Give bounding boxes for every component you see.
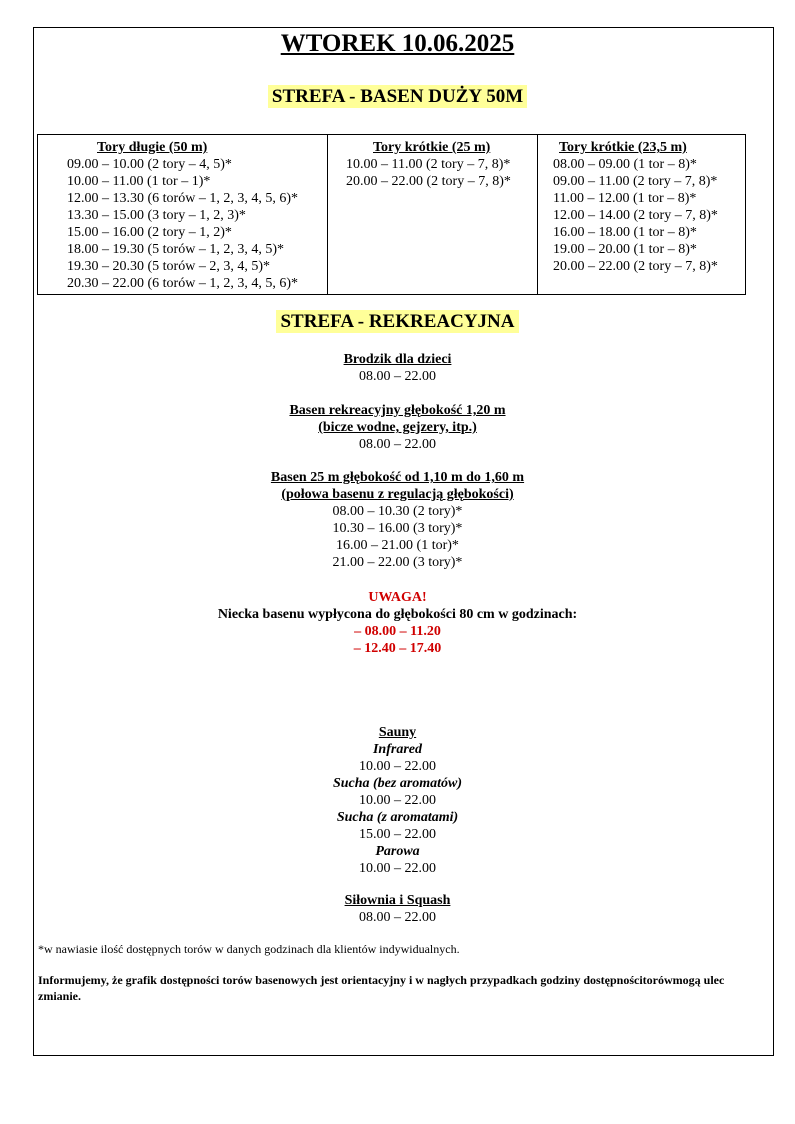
rec-pool-heading: Basen rekreacyjny głębokość 1,20 m bbox=[289, 403, 506, 418]
list-item: 13.30 – 15.00 (3 tory – 1, 2, 3)* bbox=[67, 208, 246, 223]
list-item: 12.00 – 14.00 (2 tory – 7, 8)* bbox=[553, 208, 718, 223]
sauna-hours: 10.00 – 22.00 bbox=[359, 793, 436, 808]
list-item: 19.00 – 20.00 (1 tor – 8)* bbox=[553, 242, 697, 257]
rec-pool-section bbox=[0, 402, 795, 453]
sauna-hours: 10.00 – 22.00 bbox=[359, 861, 436, 876]
rec-pool-subheading: (bicze wodne, gejzery, itp.) bbox=[318, 420, 477, 435]
footnote: *w nawiasie ilość dostępnych torów w danych godzinach dla klientów indywidualnych. bbox=[38, 942, 460, 956]
sauna-name: Sucha (bez aromatów) bbox=[332, 776, 463, 791]
sauna-name: Parowa bbox=[375, 844, 420, 859]
gym-section bbox=[0, 892, 795, 926]
pool25-heading: Basen 25 m głębokość od 1,10 m do 1,60 m bbox=[270, 470, 525, 485]
page-title: WTOREK 10.06.2025 bbox=[280, 30, 515, 57]
list-item: 09.00 – 11.00 (2 tory – 7, 8)* bbox=[553, 174, 718, 189]
list-item: 20.30 – 22.00 (6 torów – 1, 2, 3, 4, 5, 6)* bbox=[67, 276, 298, 291]
list-item: 10.00 – 11.00 (1 tor – 1)* bbox=[67, 174, 211, 189]
short25-lanes-list bbox=[328, 156, 537, 190]
notice-text: Niecka basenu wypłycona do głębokości 80 cm w godzinach: bbox=[217, 607, 578, 622]
info-note: Informujemy, że grafik dostępności torów basenowych jest orientacyjny i w nagłych przypadkach godziny dostępnościtorówmogą ulec zmianie. bbox=[38, 973, 725, 1003]
zone-big-pool-heading: STREFA - BASEN DUŻY 50M bbox=[0, 86, 795, 108]
sauna-hours: 10.00 – 22.00 bbox=[359, 759, 436, 774]
saunas-section bbox=[0, 724, 795, 877]
sauna-name: Sucha (z aromatami) bbox=[336, 810, 459, 825]
gym-heading: Siłownia i Squash bbox=[344, 893, 451, 908]
long-lanes-list bbox=[38, 156, 327, 292]
list-item: 16.00 – 21.00 (1 tor)* bbox=[336, 538, 459, 553]
notice-label: UWAGA! bbox=[368, 590, 427, 605]
sauna-hours: 15.00 – 22.00 bbox=[359, 827, 436, 842]
zone-recreation-heading: STREFA - REKREACYJNA bbox=[0, 311, 795, 333]
notice-range: – 12.40 – 17.40 bbox=[353, 641, 442, 656]
list-item: 10.00 – 11.00 (2 tory – 7, 8)* bbox=[346, 157, 511, 172]
list-item: 19.30 – 20.30 (5 torów – 2, 3, 4, 5)* bbox=[67, 259, 270, 274]
list-item: 08.00 – 09.00 (1 tor – 8)* bbox=[553, 157, 697, 172]
rec-pool-hours: 08.00 – 22.00 bbox=[359, 437, 436, 452]
kids-pool-heading: Brodzik dla dzieci bbox=[343, 352, 452, 367]
short25-lanes-cell bbox=[328, 135, 538, 295]
lanes-table bbox=[37, 134, 746, 295]
long-lanes-cell bbox=[38, 135, 328, 295]
list-item: 08.00 – 10.30 (2 tory)* bbox=[332, 504, 463, 519]
list-item: 20.00 – 22.00 (2 tory – 7, 8)* bbox=[346, 174, 511, 189]
short25-lanes-heading: Tory krótkie (25 m) bbox=[373, 140, 491, 155]
short235-lanes-list bbox=[538, 156, 745, 275]
notice-section bbox=[0, 589, 795, 657]
sauna-name: Infrared bbox=[372, 742, 422, 757]
list-item: 11.00 – 12.00 (1 tor – 8)* bbox=[553, 191, 697, 206]
notice-range: – 08.00 – 11.20 bbox=[354, 624, 441, 639]
list-item: 16.00 – 18.00 (1 tor – 8)* bbox=[553, 225, 697, 240]
list-item: 21.00 – 22.00 (3 tory)* bbox=[332, 555, 463, 570]
long-lanes-heading: Tory długie (50 m) bbox=[97, 140, 208, 155]
list-item: 20.00 – 22.00 (2 tory – 7, 8)* bbox=[553, 259, 718, 274]
short235-lanes-cell bbox=[538, 135, 746, 295]
kids-pool-section bbox=[0, 351, 795, 385]
pool25-section bbox=[0, 469, 795, 571]
list-item: 18.00 – 19.30 (5 torów – 1, 2, 3, 4, 5)* bbox=[67, 242, 284, 257]
list-item: 09.00 – 10.00 (2 tory – 4, 5)* bbox=[67, 157, 232, 172]
list-item: 10.30 – 16.00 (3 tory)* bbox=[332, 521, 463, 536]
short235-lanes-heading: Tory krótkie (23,5 m) bbox=[559, 140, 687, 155]
kids-pool-hours: 08.00 – 22.00 bbox=[359, 369, 436, 384]
list-item: 15.00 – 16.00 (2 tory – 1, 2)* bbox=[67, 225, 232, 240]
gym-hours: 08.00 – 22.00 bbox=[359, 910, 436, 925]
list-item: 12.00 – 13.30 (6 torów – 1, 2, 3, 4, 5, 6)* bbox=[67, 191, 298, 206]
saunas-heading: Sauny bbox=[378, 725, 417, 740]
pool25-subheading: (połowa basenu z regulacją głębokości) bbox=[281, 487, 514, 502]
